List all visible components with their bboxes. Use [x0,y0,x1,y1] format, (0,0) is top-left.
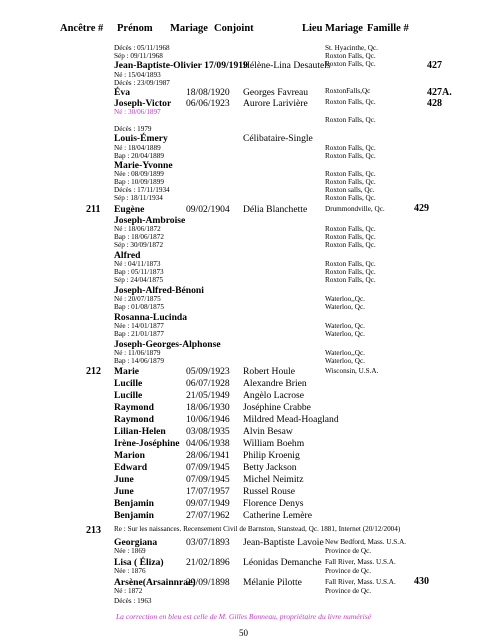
entry-text: Roxton Falls, Qc. [325,52,376,60]
entry-text: 428 [427,98,442,109]
entry-text: Benjamin [114,510,154,521]
entry-text: June [114,474,134,485]
entry-text: Roxton Falls, Qc. [325,144,376,152]
entry-text: Délia Blanchette [243,204,308,215]
entry-text: Bap : 01/08/1875 [114,303,164,311]
entry-text: Eugène [114,204,145,215]
entry-text: Célibataire-Single [243,133,313,144]
entry-text: Roxton Falls, Qc. [325,260,376,268]
entry-text: 06/07/1928 [186,378,230,389]
entry-text: Né : 11/06/1879 [114,349,161,357]
entry-text: 21/02/1896 [186,557,230,568]
entry-text: Alvin Besaw [243,426,293,437]
entry-text: Bap : 18/06/1872 [114,233,164,241]
entry-text: Sép : 09/11/1968 [114,52,163,60]
column-header-prenom: Prénom [117,23,153,34]
entry-text: Georgiana [114,537,158,548]
entry-text: Hélène-Lina Desautels [243,60,331,71]
entry-text: Roxton Falls, Qc. [325,225,376,233]
entry-text: Décès : 1979 [114,125,152,133]
entry-text: Angèlo Lacrose [243,390,305,401]
entry-text: Fall River, Mass. U.S.A. [325,578,396,586]
entry-text: Province de Qc. [325,547,372,555]
column-header-lieu: Lieu Mariage [302,23,363,34]
page-number: 50 [239,628,248,638]
entry-text: RoxtonFalls,Qc [325,87,371,95]
entry-text: Roxton Falls, Qc. [325,178,376,186]
entry-text: 03/08/1935 [186,426,230,437]
entry-text: Joseph-Alfred-Bénoni [114,285,204,296]
entry-text: Georges Favreau [243,87,309,98]
entry-text: St. Hyacinthe, Qc. [325,44,378,52]
entry-text: Roxton Falls, Qc. [325,116,376,124]
entry-text: Raymond [114,402,154,413]
entry-text: Roxton Falls, Qc. [325,194,376,202]
entry-text: Alfred [114,250,141,261]
entry-text: Edward [114,462,148,473]
entry-text: Née : 14/01/1877 [114,322,164,330]
entry-text: Joséphine Crabbe [243,402,311,413]
entry-text: 27/07/1962 [186,510,230,521]
entry-text: Né : 04/11/1873 [114,260,161,268]
entry-text: Wisconsin, U.S.A. [325,367,379,375]
entry-text: Roxton Falls, Qc. [325,233,376,241]
entry-text: 429 [414,203,429,214]
entry-text: 18/08/1920 [186,87,230,98]
entry-text: Bap : 05/11/1873 [114,268,164,276]
entry-text: Waterloo, Qc. [325,330,365,338]
entry-text: Bap : 20/04/1889 [114,152,164,160]
correction-note: La correction en bleu est celle de M. Gilles Bonneau, propriétaire du livre numérisé [115,612,372,621]
entry-text: Né : 15/04/1893 [114,71,161,79]
entry-text: Michel Neimitz [243,474,304,485]
entry-text: Lucille [114,378,143,389]
entry-text: Jean-Baptiste-Olivier 17/09/1919 [114,60,248,71]
entry-text: Benjamin [114,498,154,509]
entry-text: Arsène(Arsainnrae) [114,577,196,588]
entry-text: Catherine Lemère [243,510,312,521]
entry-text: Waterloo, Qc. [325,303,365,311]
entry-text: Décès : 05/11/1968 [114,44,170,52]
entry-text: Éva [114,87,130,98]
entry-text: Raymond [114,414,154,425]
entry-text: Roxton Falls, Qc. [325,152,376,160]
entry-text: Sép : 18/11/1934 [114,194,163,202]
entry-text: Province de Qc. [325,587,372,595]
entry-text: Joseph-Ambroise [114,215,186,226]
entry-text: Décès : 1963 [114,597,152,605]
entry-text: Lilian-Helen [114,426,166,437]
entry-text: Joseph-Georges-Alphonse [114,339,221,350]
entry-text: Sép : 30/09/1872 [114,241,164,249]
entry-text: Né : 1872 [114,587,143,595]
entry-text: Mélanie Pilotte [243,577,302,588]
entry-text: 213 [86,525,101,536]
entry-text: Marie [114,366,140,377]
entry-text: Re : Sur les naissances. Recensement Civil de Barnston, Stanstead, Qc. 1881, Internet (20/12/2004) [114,525,401,533]
entry-text: Waterloo,,Qc. [325,349,365,357]
entry-text: Roxton Falls, Qc. [325,268,376,276]
entry-text: 04/06/1938 [186,438,230,449]
entry-text: Marion [114,450,145,461]
entry-text: 05/09/1923 [186,366,230,377]
column-header-conjoint: Conjoint [214,23,254,34]
entry-text: 07/09/1945 [186,474,230,485]
entry-text: Roxton Falls, Qc. [325,60,376,68]
entry-text: Russel Rouse [243,486,295,497]
entry-text: 06/06/1923 [186,98,230,109]
entry-text: Décès : 17/11/1934 [114,186,170,194]
entry-text: Mildred Mead-Hoagland [243,414,339,425]
entry-text: Drummondville, Qc. [325,205,385,213]
entry-text: Roxton Falls, Qc. [325,170,376,178]
entry-text: Waterloo, Qc. [325,357,365,365]
entry-text: 28/06/1941 [186,450,230,461]
entry-text: Bap : 10/09/1899 [114,178,164,186]
entry-text: Waterloo, Qc. [325,322,365,330]
entry-text: 211 [86,204,101,215]
entry-text: 427A. [427,87,452,98]
entry-text: Bap : 14/06/1879 [114,357,164,365]
entry-text: Betty Jackson [243,462,297,473]
entry-text: Roxton Falls, Qc. [325,241,376,249]
entry-text: Né : 18/04/1889 [114,144,161,152]
entry-text: Aurore Larivière [243,98,308,109]
entry-text: 09/02/1904 [186,204,230,215]
column-header-famille: Famille # [367,23,409,34]
entry-text: 21/05/1949 [186,390,230,401]
entry-text: Lisa ( Éliza) [114,557,164,568]
column-header-mariage: Mariage [170,23,208,34]
entry-text: Née : 08/09/1899 [114,170,164,178]
entry-text: Roxton Falls, Qc. [325,98,376,106]
entry-text: Robert Houle [243,366,295,377]
entry-text: Bap : 21/01/1877 [114,330,164,338]
entry-text: Irène-Joséphine [114,438,180,449]
entry-text: 430 [414,576,429,587]
entry-text: Jean-Baptiste Lavoie [243,537,324,548]
entry-text: Joseph-Victor [114,98,172,109]
entry-text: Waterloo,,Qc. [325,295,365,303]
entry-text: 03/07/1893 [186,537,230,548]
entry-text: June [114,486,134,497]
entry-text: 07/09/1945 [186,462,230,473]
entry-text: Alexandre Brien [243,378,307,389]
entry-text: Léonidas Demanche [243,557,322,568]
entry-text: Roxton Falls, Qc. [325,276,376,284]
entry-text: Philip Kroenig [243,450,300,461]
entry-text: 18/06/1930 [186,402,230,413]
entry-text: Rosanna-Lucinda [114,312,188,323]
entry-text: Décès : 23/09/1987 [114,79,170,87]
entry-text: 17/07/1957 [186,486,230,497]
column-header-ancetre: Ancêtre # [60,23,104,34]
entry-text: William Boehm [243,438,305,449]
entry-text: Roxton salls, Qc. [325,186,375,194]
entry-text: Sép : 24/04/1875 [114,276,164,284]
entry-text: Province de Qc. [325,567,372,575]
entry-text: New Bedford, Mass. U.S.A. [325,538,407,546]
entry-text: Née : 1869 [114,547,146,555]
entry-text: Né : 20/07/1875 [114,295,161,303]
entry-text: Florence Denys [243,498,304,509]
entry-text: Marie-Yvonne [114,160,173,171]
entry-text: 427 [427,60,442,71]
entry-text: Lucille [114,390,143,401]
entry-text: 212 [86,366,101,377]
entry-text: Né : 18/06/1872 [114,225,161,233]
entry-text: Louis-Émery [114,133,168,144]
entry-text: 29/09/1898 [186,577,230,588]
entry-text: Fall River, Mass. U.S.A. [325,558,396,566]
entry-text: 09/07/1949 [186,498,230,509]
entry-text: 10/06/1946 [186,414,230,425]
entry-text: Née : 1876 [114,567,146,575]
entry-text: Né : 30/06/1897 [114,108,161,116]
